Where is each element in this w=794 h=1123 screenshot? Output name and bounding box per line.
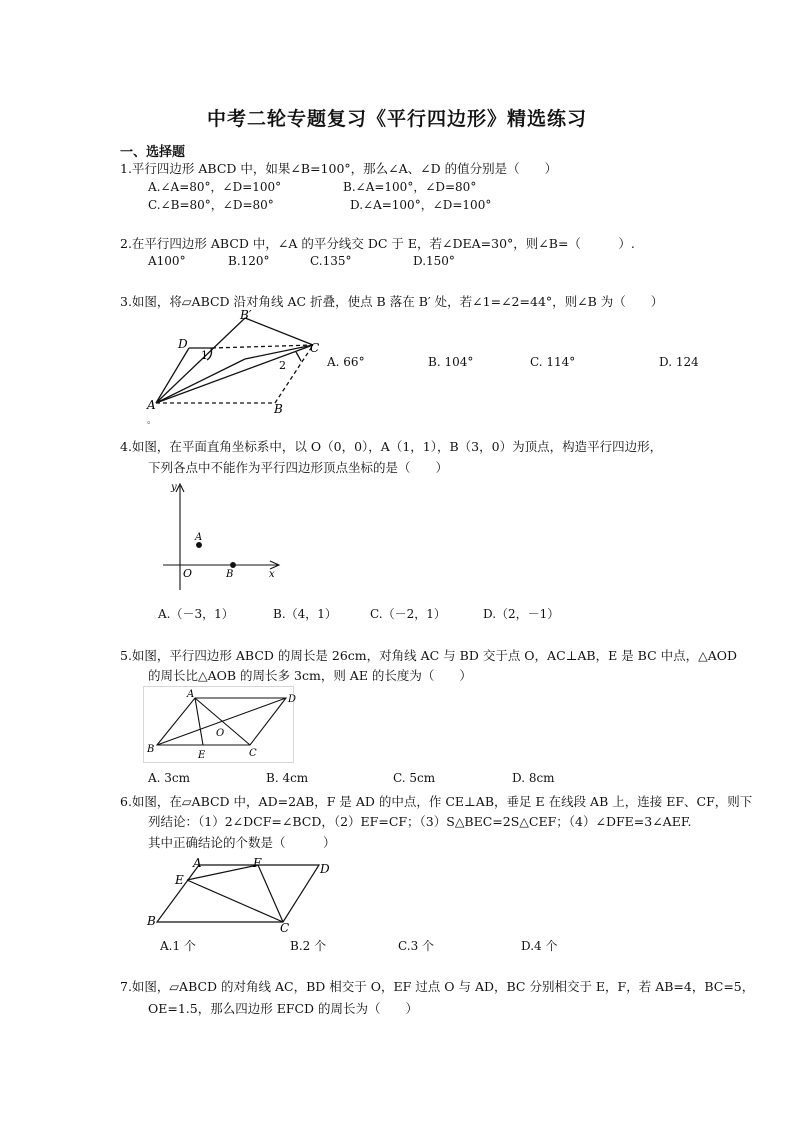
q3-angle-1: 1: [201, 349, 208, 362]
q3-angle-2: 2: [279, 359, 286, 372]
q4-y-axis-label: y: [171, 482, 177, 493]
question-2-option-b: B.120°: [228, 254, 270, 268]
question-4-stem-line-1: 4.如图，在平面直角坐标系中，以 O（0，0），A（1，1），B（3，0）为顶点，构造平行四边形，: [120, 439, 663, 454]
page-title: 中考二轮专题复习《平行四边形》精选练习: [206, 108, 587, 130]
q6-label-b: B: [147, 914, 156, 928]
section-heading: 一、选择题: [120, 145, 186, 160]
q5-label-o: O: [216, 728, 225, 739]
question-3-option-a: A. 66°: [327, 355, 365, 369]
question-5-stem-line-1: 5.如图，平行四边形 ABCD 的周长是 26cm，对角线 AC 与 BD 交于点 O，AC⊥AB，E 是 BC 中点，△AOD: [120, 648, 738, 663]
question-6-stem-line-1: 6.如图，在▱ABCD 中，AD=2AB，F 是 AD 的中点，作 CE⊥AB，垂足 E 在线段 AB 上，连接 EF、CF，则下: [120, 794, 753, 809]
question-3-option-d: D. 124: [659, 355, 699, 369]
q3-label-b: B: [274, 402, 283, 416]
q5-label-c: C: [249, 748, 257, 759]
question-5-option-c: C. 5cm: [393, 771, 436, 785]
q6-label-a: A: [193, 856, 202, 870]
question-3-option-c: C. 114°: [530, 355, 576, 369]
question-3-option-b: B. 104°: [428, 355, 474, 369]
question-5-figure: [143, 686, 295, 764]
question-1-option-b: B.∠A=100°，∠D=80°: [343, 180, 477, 194]
question-6-option-a: A.1 个: [160, 939, 196, 953]
question-2-option-d: D.150°: [413, 254, 455, 268]
q4-x-axis-label: x: [269, 569, 275, 580]
question-5-option-d: D. 8cm: [512, 771, 555, 785]
question-5-option-b: B. 4cm: [266, 771, 309, 785]
q4-point-a-label: A: [195, 532, 203, 543]
question-4-option-c: C.（－2，1）: [370, 607, 446, 621]
question-4-option-d: D.（2，－1）: [483, 607, 560, 621]
question-1-option-a: A.∠A=80°，∠D=100°: [148, 180, 282, 194]
question-6-stem-line-2: 列结论：（1）2∠DCF=∠BCD，（2）EF=CF；（3）S△BEC=2S△CEF；（4）∠DFE=3∠AEF.: [148, 814, 692, 829]
question-2-stem: 2.在平行四边形 ABCD 中，∠A 的平分线交 DC 于 E，若∠DEA=30°，则∠B=（ ）.: [120, 236, 635, 251]
question-7-stem-line-1: 7.如图，▱ABCD 的对角线 AC，BD 相交于 O，EF 过点 O 与 AD，BC 分别相交于 E，F，若 AB=4，BC=5，: [120, 979, 755, 994]
q5-label-a: A: [187, 689, 195, 700]
q3-label-c: C: [310, 341, 320, 355]
question-4-option-b: B.（4，1）: [273, 607, 337, 621]
q5-label-d: D: [288, 694, 297, 705]
q6-label-e: E: [175, 873, 184, 887]
question-4-stem-line-2: 下列各点中不能作为平行四边形顶点坐标的是（ ）: [148, 460, 449, 475]
question-4-option-a: A.（－3，1）: [158, 607, 234, 621]
question-1-option-d: D.∠A=100°，∠D=100°: [350, 198, 492, 212]
question-6-option-b: B.2 个: [290, 939, 327, 953]
q6-label-d: D: [320, 862, 330, 876]
q6-label-c: C: [280, 921, 290, 935]
question-4-coordinate-figure: [158, 478, 288, 596]
question-6-option-d: D.4 个: [521, 939, 558, 953]
q5-label-e: E: [198, 750, 206, 761]
question-2-option-c: C.135°: [310, 254, 352, 268]
q3-label-a: A: [147, 398, 156, 412]
q4-point-b-label: B: [226, 569, 234, 580]
question-6-option-c: C.3 个: [398, 939, 435, 953]
q3-label-b-prime: B′: [240, 308, 252, 322]
q6-label-f: F: [253, 856, 262, 870]
q5-label-b: B: [147, 744, 155, 755]
question-5-option-a: A. 3cm: [148, 771, 191, 785]
question-6-figure: [143, 855, 333, 935]
question-3-stem: 3.如图，将▱ABCD 沿对角线 AC 折叠，使点 B 落在 B′ 处，若∠1=∠2=44°，则∠B 为（ ）: [120, 294, 664, 309]
q4-origin-label: O: [183, 567, 193, 580]
question-5-stem-line-2: 的周长比△AOB 的周长多 3cm，则 AE 的长度为（ ）: [148, 668, 472, 683]
question-2-option-a: A100°: [148, 254, 186, 268]
question-3-figure: [140, 305, 330, 425]
question-7-stem-line-2: OE=1.5，那么四边形 EFCD 的周长为（ ）: [148, 1001, 419, 1016]
q3-dot: 。: [147, 416, 157, 426]
question-6-stem-line-3: 其中正确结论的个数是（ ）: [148, 835, 336, 850]
question-1-stem: 1.平行四边形 ABCD 中，如果∠B=100°，那么∠A、∠D 的值分别是（ ）: [120, 161, 558, 176]
question-1-option-c: C.∠B=80°，∠D=80°: [148, 198, 274, 212]
q3-label-d: D: [178, 337, 188, 351]
